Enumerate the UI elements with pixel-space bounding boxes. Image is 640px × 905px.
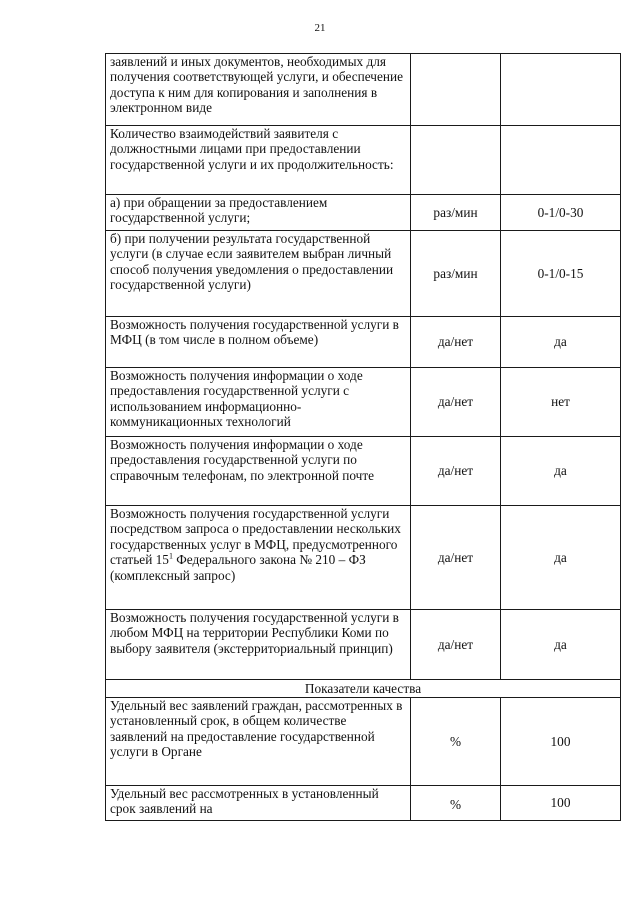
indicator-name: Удельный вес рассмотренных в установленный срок заявлений на <box>106 786 411 821</box>
section-title: Показатели качества <box>106 680 621 698</box>
indicator-value: да <box>501 317 621 368</box>
article-superscript: 1 <box>168 551 173 561</box>
indicator-value: нет <box>501 368 621 437</box>
indicator-value <box>501 54 621 126</box>
table-row <box>106 698 621 786</box>
indicator-value <box>501 126 621 195</box>
indicator-name-part: Возможность получения государственной услуги посредством запроса о предоставлении нескольких государственных услуг в МФЦ, предусмотренного статьей 15 <box>110 506 401 568</box>
indicator-unit: раз/мин <box>411 231 501 317</box>
indicator-name: б) при получении результата государственной услуги (в случае если заявителем выбран личный способ получения уведомления о предоставлении государственной услуги) <box>106 231 411 317</box>
table-row <box>106 368 621 437</box>
indicator-unit: да/нет <box>411 317 501 368</box>
indicator-value: 100 <box>501 786 621 821</box>
indicator-value: 100 <box>501 698 621 786</box>
table-row <box>106 506 621 610</box>
indicator-name: Удельный вес заявлений граждан, рассмотренных в установленный срок, в общем количестве заявлений на предоставление государственной услуги в Органе <box>106 698 411 786</box>
indicator-unit <box>411 126 501 195</box>
indicator-name-part: Федерального закона № 210 – ФЗ (комплексный запрос) <box>110 552 366 583</box>
indicator-unit: % <box>411 698 501 786</box>
indicator-value: 0-1/0-30 <box>501 195 621 231</box>
table-row <box>106 437 621 506</box>
table-row <box>106 195 621 231</box>
page-number: 21 <box>314 22 326 34</box>
table-row <box>106 231 621 317</box>
indicator-value: да <box>501 610 621 680</box>
section-header-row <box>106 680 621 698</box>
indicator-value: да <box>501 437 621 506</box>
indicator-value: да <box>501 506 621 610</box>
indicator-unit: % <box>411 786 501 821</box>
indicator-unit: да/нет <box>411 368 501 437</box>
indicator-unit <box>411 54 501 126</box>
indicator-name: Количество взаимодействий заявителя с должностными лицами при предоставлении государственной услуги и их продолжительность: <box>106 126 411 195</box>
indicator-name: Возможность получения информации о ходе предоставления государственной услуги с использованием информационно-коммуникационных технологий <box>106 368 411 437</box>
table-row <box>106 317 621 368</box>
table-row <box>106 54 621 126</box>
indicator-unit: да/нет <box>411 437 501 506</box>
indicator-name: заявлений и иных документов, необходимых для получения соответствующей услуги, и обеспечение доступа к ним для копирования и заполнения в электронном виде <box>106 54 411 126</box>
table-row <box>106 610 621 680</box>
indicator-name <box>106 506 411 610</box>
indicator-name: а) при обращении за предоставлением государственной услуги; <box>106 195 411 231</box>
indicator-name: Возможность получения информации о ходе предоставления государственной услуги по справочным телефонам, по электронной почте <box>106 437 411 506</box>
indicators-table <box>105 53 621 821</box>
indicator-name: Возможность получения государственной услуги в любом МФЦ на территории Республики Коми по выбору заявителя (экстерриториальный принцип) <box>106 610 411 680</box>
table-row <box>106 126 621 195</box>
indicator-unit: да/нет <box>411 610 501 680</box>
indicator-value: 0-1/0-15 <box>501 231 621 317</box>
indicator-unit: да/нет <box>411 506 501 610</box>
indicator-unit: раз/мин <box>411 195 501 231</box>
indicator-name: Возможность получения государственной услуги в МФЦ (в том числе в полном объеме) <box>106 317 411 368</box>
table-row <box>106 786 621 821</box>
